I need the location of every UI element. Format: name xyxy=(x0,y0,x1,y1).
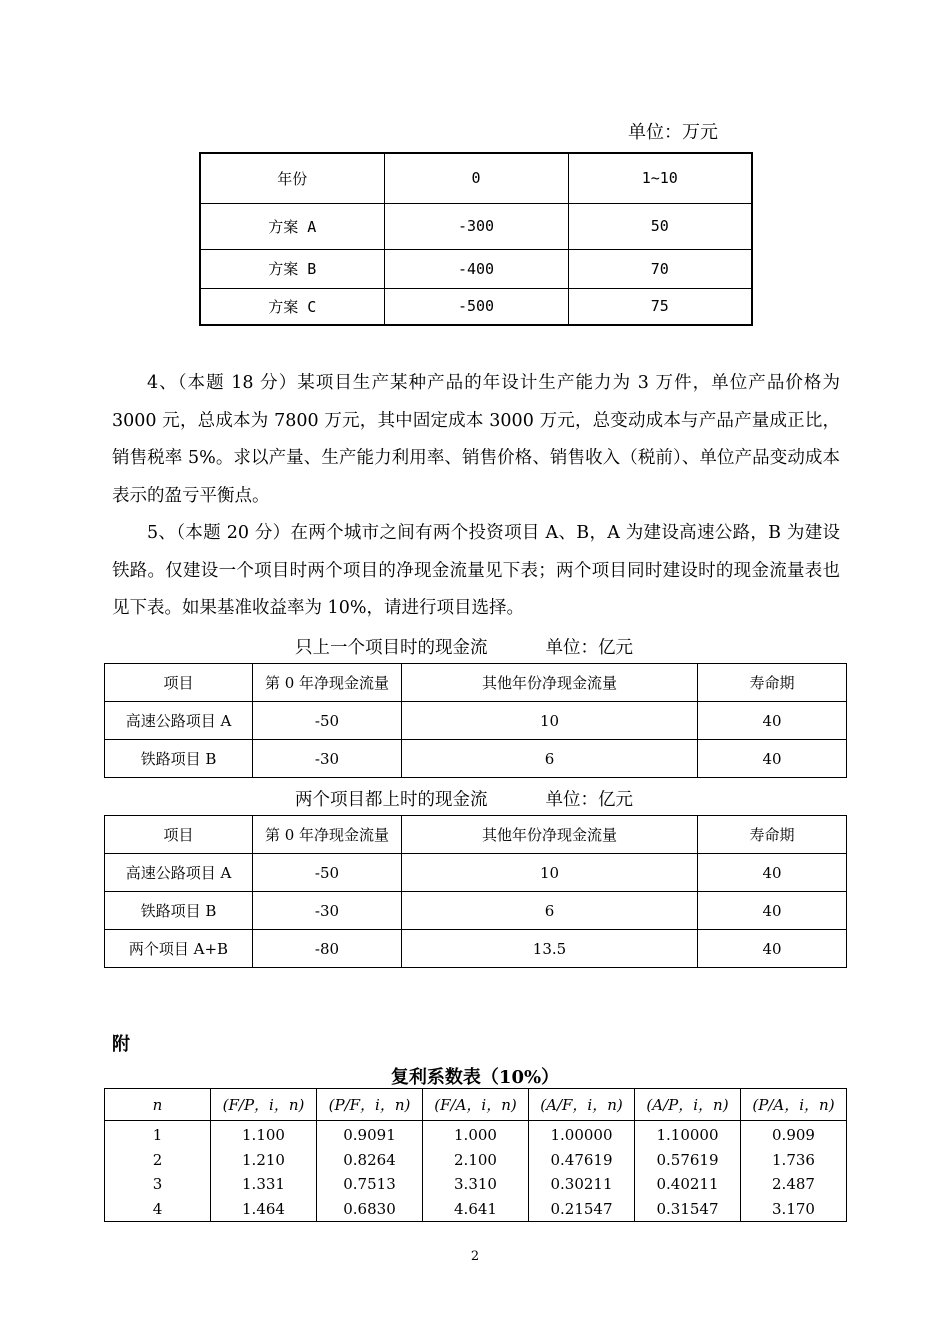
question-4-text: 4、（本题 18 分）某项目生产某种产品的年设计生产能力为 3 万件，单位产品价格为 3000 元，总成本为 7800 万元，其中固定成本 3000 万元，总变动成本与产品产量成正比，销售税率 5%。求以产量、生产能力利用率、销售价格、销售收入（税前）、单位产品变动成本表示的盈亏平衡点。 xyxy=(112,373,840,506)
table-cell: 1.100 xyxy=(211,1121,317,1148)
table2-unit: 单位：亿元 xyxy=(545,638,633,658)
table-cell: 3.310 xyxy=(423,1172,529,1197)
header-cell: 项目 xyxy=(105,816,253,854)
table-cell: -500 xyxy=(384,288,568,325)
appendix-label: 附 xyxy=(112,1034,130,1055)
header-cell: 年份 xyxy=(200,153,384,203)
table-cell: 1.00000 xyxy=(529,1121,635,1148)
cash-flow-table-single xyxy=(104,663,847,778)
table-cell: 0.909 xyxy=(741,1121,847,1148)
table-cell: 0.47619 xyxy=(529,1148,635,1173)
table-cell: 2.487 xyxy=(741,1172,847,1197)
table2-title: 只上一个项目时的现金流 xyxy=(295,638,488,658)
table1-unit: 单位：万元 xyxy=(628,122,718,143)
table-cell: -300 xyxy=(384,203,568,249)
table-cell: 1.10000 xyxy=(635,1121,741,1148)
table-cell: 0.31547 xyxy=(635,1197,741,1222)
question-5-text: 5、（本题 20 分）在两个城市之间有两个投资项目 A、B，A 为建设高速公路，B 为建设铁路。仅建设一个项目时两个项目的净现金流量见下表；两个项目同时建设时的现金流量表也见下表。如果基准收益率为 10%，请进行项目选择。 xyxy=(112,523,840,618)
header-cell: (P/F，i，n) xyxy=(317,1089,423,1121)
table-cell: 10 xyxy=(402,854,698,892)
table-cell: 50 xyxy=(568,203,752,249)
table-cell: -50 xyxy=(253,702,402,740)
question-5 xyxy=(112,515,840,628)
cash-flow-table-1 xyxy=(199,152,753,326)
table-cell: -50 xyxy=(253,854,402,892)
table-cell: 75 xyxy=(568,288,752,325)
header-cell: (P/A，i，n) xyxy=(741,1089,847,1121)
table-cell: 1.331 xyxy=(211,1172,317,1197)
table3-title: 两个项目都上时的现金流 xyxy=(295,790,488,810)
table-cell: 0.7513 xyxy=(317,1172,423,1197)
table-cell: 3.170 xyxy=(741,1197,847,1222)
table-cell: 方案 B xyxy=(200,249,384,288)
table-cell: 两个项目 A+B xyxy=(105,930,253,968)
interest-table-title: 复利系数表（10%） xyxy=(390,1067,560,1088)
table-cell: 6 xyxy=(402,740,698,778)
table-cell: -400 xyxy=(384,249,568,288)
header-cell: 1~10 xyxy=(568,153,752,203)
header-cell: 寿命期 xyxy=(698,664,847,702)
table-cell: 1.000 xyxy=(423,1121,529,1148)
table-cell: 方案 A xyxy=(200,203,384,249)
cash-flow-table-combined xyxy=(104,815,847,968)
header-cell: (A/F，i，n) xyxy=(529,1089,635,1121)
table-cell: 0.8264 xyxy=(317,1148,423,1173)
table-cell: 2 xyxy=(105,1148,211,1173)
table-cell: 40 xyxy=(698,854,847,892)
table-cell: -80 xyxy=(253,930,402,968)
table-cell: 高速公路项目 A xyxy=(105,702,253,740)
table-cell: 铁路项目 B xyxy=(105,740,253,778)
header-cell: 项目 xyxy=(105,664,253,702)
header-cell: 第 0 年净现金流量 xyxy=(253,816,402,854)
table-cell: 40 xyxy=(698,702,847,740)
table-cell: 0.40211 xyxy=(635,1172,741,1197)
table3-unit: 单位：亿元 xyxy=(545,790,633,810)
table-cell: 铁路项目 B xyxy=(105,892,253,930)
table-cell: 70 xyxy=(568,249,752,288)
table-cell: 4.641 xyxy=(423,1197,529,1222)
table-cell: -30 xyxy=(253,892,402,930)
table-cell: 3 xyxy=(105,1172,211,1197)
table-cell: 高速公路项目 A xyxy=(105,854,253,892)
table-cell: 0.30211 xyxy=(529,1172,635,1197)
table-cell: 0.9091 xyxy=(317,1121,423,1148)
question-4 xyxy=(112,365,840,515)
header-cell: (A/P，i，n) xyxy=(635,1089,741,1121)
table-cell: 方案 C xyxy=(200,288,384,325)
table-cell: 6 xyxy=(402,892,698,930)
table-cell: 1.210 xyxy=(211,1148,317,1173)
table-cell: -30 xyxy=(253,740,402,778)
header-cell: (F/P，i，n) xyxy=(211,1089,317,1121)
header-cell: (F/A，i，n) xyxy=(423,1089,529,1121)
table-cell: 40 xyxy=(698,930,847,968)
table-cell: 1 xyxy=(105,1121,211,1148)
table-cell: 40 xyxy=(698,892,847,930)
table-cell: 13.5 xyxy=(402,930,698,968)
table-cell: 0.6830 xyxy=(317,1197,423,1222)
header-cell: 第 0 年净现金流量 xyxy=(253,664,402,702)
table-cell: 2.100 xyxy=(423,1148,529,1173)
table-cell: 1.464 xyxy=(211,1197,317,1222)
table-cell: 10 xyxy=(402,702,698,740)
table-cell: 0.57619 xyxy=(635,1148,741,1173)
header-cell: 寿命期 xyxy=(698,816,847,854)
table-cell: 4 xyxy=(105,1197,211,1222)
table-cell: 1.736 xyxy=(741,1148,847,1173)
table2-caption xyxy=(295,634,633,659)
header-cell: n xyxy=(105,1089,211,1121)
table-cell: 40 xyxy=(698,740,847,778)
compound-interest-table xyxy=(104,1088,847,1222)
header-cell: 0 xyxy=(384,153,568,203)
header-cell: 其他年份净现金流量 xyxy=(402,816,698,854)
header-cell: 其他年份净现金流量 xyxy=(402,664,698,702)
page-number: 2 xyxy=(470,1249,480,1264)
table-cell: 0.21547 xyxy=(529,1197,635,1222)
table3-caption xyxy=(295,786,633,811)
